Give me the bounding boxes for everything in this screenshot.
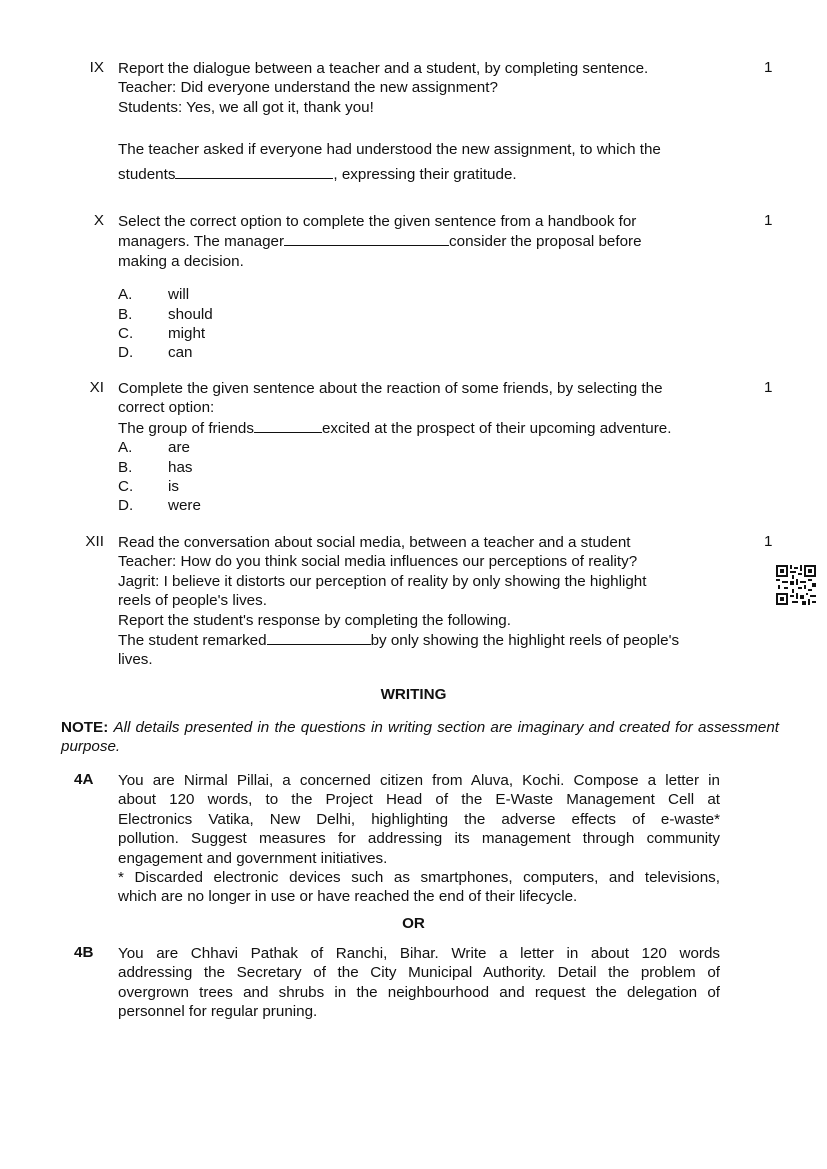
footnote-line: which are no longer in use or have reached the end of their lifecycle. <box>118 888 578 906</box>
sentence-fragment: managers. The manager <box>118 233 285 251</box>
question-number: 4B <box>74 944 94 961</box>
question-number: XII <box>85 533 104 550</box>
sentence-fragment: The group of friends <box>118 419 254 437</box>
text-line: addressing the Secretary of the City Municipal Authority. Detail the problem of <box>118 964 720 982</box>
sentence-fragment: consider the proposal before <box>449 233 642 251</box>
sentence-fragment: by only showing the highlight reels of people's <box>370 632 680 650</box>
question-number: IX <box>89 59 104 76</box>
text-line: personnel for regular pruning. <box>118 1003 318 1021</box>
answer-blank[interactable] <box>284 231 449 246</box>
answer-blank[interactable] <box>175 164 333 179</box>
sentence-fragment: The student remarked <box>118 632 267 650</box>
question-marks: 1 <box>764 533 773 550</box>
answer-blank[interactable] <box>254 418 322 433</box>
question-instruction: correct option: <box>118 399 215 417</box>
question-instruction: Report the dialogue between a teacher and a student, by completing sentence. <box>118 60 649 77</box>
question-number: XI <box>89 379 104 396</box>
qr-code-icon <box>776 565 816 605</box>
dialogue-line: Teacher: How do you think social media influences our perceptions of reality? <box>118 553 638 571</box>
question-instruction: Complete the given sentence about the reaction of some friends, by selecting the <box>118 380 663 397</box>
question-4b-text <box>118 944 720 1022</box>
sentence-fragment: excited at the prospect of their upcoming adventure. <box>321 419 672 437</box>
text-line: pollution. Suggest measures for addressing its management through community <box>118 830 720 848</box>
dialogue-line: Teacher: Did everyone understand the new assignment? <box>118 79 498 97</box>
option-d: D. were <box>118 497 201 515</box>
or-separator: OR <box>402 915 425 932</box>
question-instruction: Read the conversation about social media, between a teacher and a student <box>118 534 631 551</box>
option-c: C. is <box>118 478 179 496</box>
sentence-fragment: students <box>118 165 176 183</box>
option-c: C. might <box>118 325 206 343</box>
sentence-fragment: , expressing their gratitude. <box>333 165 517 183</box>
question-text <box>118 59 722 184</box>
footnote-line: * Discarded electronic devices such as smartphones, computers, and televisions, <box>118 869 720 887</box>
sentence-line: The teacher asked if everyone had understood the new assignment, to which the <box>118 141 661 159</box>
question-text <box>118 533 722 670</box>
question-marks: 1 <box>764 212 773 229</box>
question-instruction: Report the student's response by completing the following. <box>118 611 511 629</box>
text-line: You are Chhavi Pathak of Ranchi, Bihar. Write a letter in about 120 words <box>118 945 720 962</box>
note-label: NOTE: <box>61 719 109 736</box>
answer-blank[interactable] <box>267 630 371 645</box>
option-a: A. will <box>118 286 190 304</box>
option-a: A. are <box>118 439 190 457</box>
option-d: D. can <box>118 344 193 362</box>
dialogue-line: Students: Yes, we all got it, thank you! <box>118 98 374 116</box>
question-instruction: Select the correct option to complete the given sentence from a handbook for <box>118 213 637 230</box>
question-text <box>118 379 722 516</box>
text-line: overgrown trees and shrubs in the neighbourhood and request the delegation of <box>118 983 720 1001</box>
note-text: All details presented in the questions in writing section are imaginary and created for assessment purpose. <box>61 719 779 756</box>
sentence-line <box>118 630 722 650</box>
dialogue-line: Jagrit: I believe it distorts our perception of reality by only showing the highlight <box>118 572 647 590</box>
question-marks: 1 <box>764 59 773 76</box>
question-marks: 1 <box>764 379 773 396</box>
text-line: Electronics Vatika, New Delhi, highlighting the adverse effects of e-waste* <box>118 810 720 828</box>
section-heading: WRITING <box>380 686 447 703</box>
sentence-line: lives. <box>118 651 153 669</box>
section-note <box>61 718 779 757</box>
question-4a-text <box>118 771 720 907</box>
question-instruction <box>118 231 722 251</box>
text-line: engagement and government initiatives. <box>118 849 388 867</box>
dialogue-line: reels of people's lives. <box>118 592 267 610</box>
question-text <box>118 212 722 363</box>
option-b: B. has <box>118 458 193 476</box>
option-b: B. should <box>118 305 213 323</box>
question-instruction: making a decision. <box>118 252 244 270</box>
text-line: You are Nirmal Pillai, a concerned citizen from Aluva, Kochi. Compose a letter in <box>118 772 720 789</box>
sentence-line <box>118 418 722 438</box>
sentence-line <box>118 164 722 184</box>
question-number: 4A <box>74 771 94 788</box>
text-line: about 120 words, to the Project Head of the E-Waste Management Cell at <box>118 791 720 809</box>
question-number: X <box>93 212 104 229</box>
